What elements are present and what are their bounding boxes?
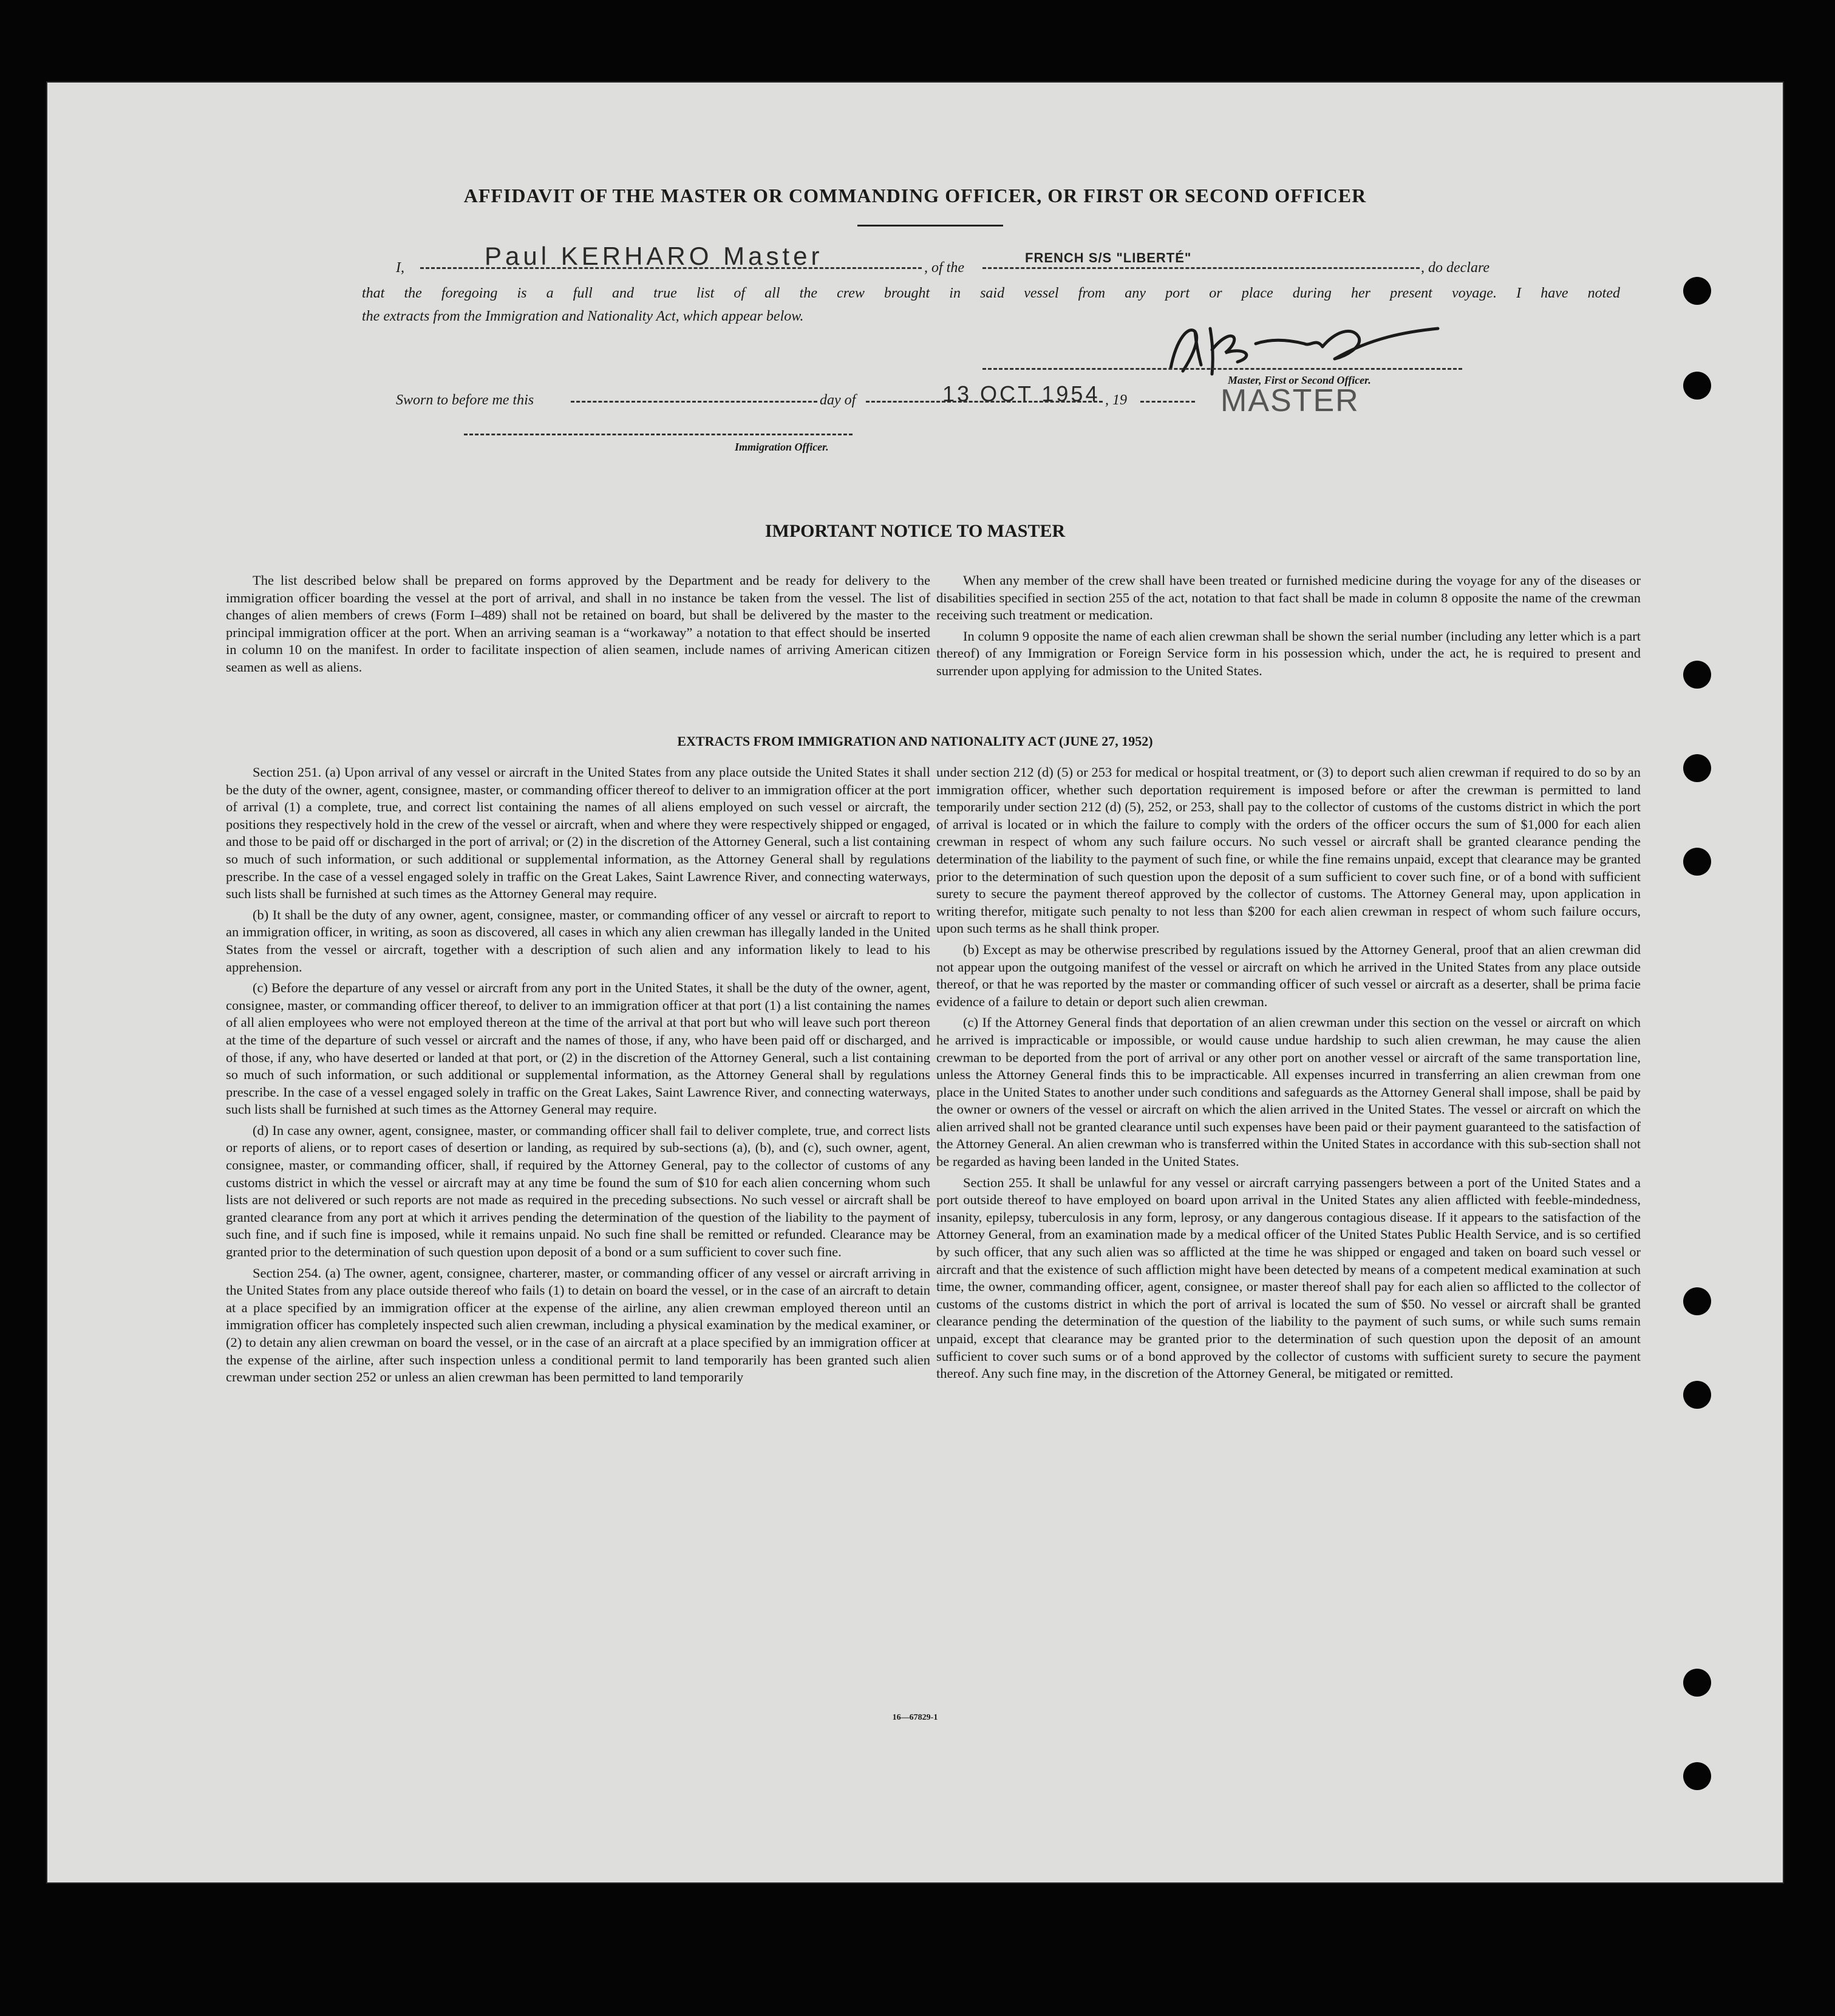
extract-paragraph: (c) Before the departure of any vessel or aircraft from any port in the United States, it shall be the duty of the owner, agent, consignee, master, or commanding officer thereof, to deliver to an immigration officer at that port (1) a list containing the names of all alien employees who were not employed thereon at the time of the arrival at that port but who will leave such port thereon at the time of the departure of such vessel or aircraft and the names of those, if any, who have been paid off or discharged, and of those, if any, who have deserted or landed at that port, or (2) in the discretion of the Attorney General, such a list containing so much of such information, or such additional or supplemental information, as the Attorney General shall by regulations prescribe. In the case of a vessel engaged solely in traffic on the Great Lakes, Saint Lawrence River, and connecting waterways, such lists shall be furnished at such times as the Attorney General may require. (226, 980, 930, 1117)
extracts-left-column (226, 764, 930, 1390)
day-of-label: day of (820, 392, 856, 408)
extract-paragraph: under section 212 (d) (5) or 253 for medical or hospital treatment, or (3) to deport such alien crewman if required to do so by an immigration officer, whether such deportation requirement is imposed before or after the crewman is permitted to land temporarily under section 212 (d) (5), 252, or 253, shall pay to the collector of customs of the customs district in which the port of arrival is located or in which the failure to comply with the orders of the officer occurs the sum of $1,000 for each alien crewman in respect of whom any such failure occurs. No such vessel or aircraft shall be granted clearance pending the determination of the liability to the payment of such fine, or while the fine remains unpaid, except that clearance may be granted prior to the determination of such question upon the deposit of a sum sufficient to cover such fine, or of a bond with sufficient surety to secure the payment thereof approved by the collector of customs. The Attorney General may, upon application in writing therefor, mitigate such penalty to not less than $200 for each alien crewman in respect of whom such failure occurs, upon such terms as he shall think proper. (936, 765, 1641, 936)
extract-paragraph: Section 255. It shall be unlawful for any vessel or aircraft carrying passengers between a port of the United States and a port outside thereof to have employed on board upon arrival in the United States any alien afflicted with feeble-mindedness, insanity, epilepsy, tuberculosis in any form, leprosy, or any dangerous contagious disease. If it appears to the satisfaction of the Attorney General, from an examination made by a medical officer of the United States Public Health Service, and is so certified by such officer, that any such alien was so afflicted at the time he was shipped or engaged and taken on board such vessel or aircraft and that the existence of such affliction might have been detected by means of a competent medical examination at such time, the owner, commanding officer, agent, consignee, or master thereof shall pay for each alien so afflicted to the collector of customs of the customs district in which the port of arrival is located the sum of $50. No vessel or aircraft shall be granted clearance pending the determination of the question of the liability to the payment of such sums, or while such sums remain unpaid, except that clearance may be granted prior to the determination of such question upon the deposit of an amount sufficient to cover such sums or of a bond approved by the collector of customs with sufficient surety to secure the payment thereof. Any such fine may, in the discretion of the Attorney General, be mitigated or remitted. (936, 1174, 1641, 1381)
of-the-label: , of the (924, 260, 964, 276)
vessel-name: FRENCH S/S "LIBERTÉ" (1025, 250, 1192, 265)
immigration-officer-line (464, 434, 853, 435)
sworn-label: Sworn to before me this (396, 392, 534, 408)
punch-hole (1683, 1287, 1711, 1315)
form-number: 16—67829-1 (892, 1713, 938, 1722)
extracts-right-column (936, 764, 1641, 1386)
punch-hole (1683, 1669, 1711, 1697)
immigration-caption: Immigration Officer. (735, 441, 829, 453)
extract-paragraph: Section 254. (a) The owner, agent, consignee, charterer, master, or commanding officer of any vessel or aircraft arriving in the United States from any place outside thereof who fails (1) to detain on board the vessel, or in the case of an aircraft to detain at a place specified by an immigration officer at the expense of the airline, any alien crewman employed thereon until an immigration officer has completely inspected such alien crewman, including a physical examination by the medical examiner, or (2) to detain any alien crewman on board the vessel, or in the case of an aircraft at a place specified by an immigration officer at the expense of the airline, after such inspection unless a conditional permit to land temporarily has been granted such alien crewman under section 252 or unless an alien crewman has been permitted to land temporarily (226, 1265, 930, 1385)
year-line (1140, 401, 1195, 403)
punch-hole (1683, 661, 1711, 689)
punch-hole (1683, 1381, 1711, 1409)
extract-paragraph: (c) If the Attorney General finds that deportation of an alien crewman under this section on the vessel or aircraft on which he arrived is impracticable or impossible, or would cause undue hardship to such alien crewman, he may cause the alien crewman to be deported from the port of arrival or any other port on another vessel or aircraft of the same transportation line, unless the Attorney General finds this to be impracticable. All expenses incurred in transferring an alien crewman from one place in the United States to another under such conditions and safeguards as the Attorney General shall impose, shall be paid by the owner or owners of the vessel or aircraft on which the alien arrived in the United States. The vessel or aircraft on which the alien arrived shall not be granted clearance until such expenses have been paid or their payment guaranteed to the satisfaction of the Attorney General. An alien crewman who is transferred within the United States in accordance with this sub-section shall not be regarded as having been landed in the United States. (936, 1015, 1641, 1170)
notice-heading: IMPORTANT NOTICE TO MASTER (764, 521, 1066, 541)
affidavit-title: AFFIDAVIT OF THE MASTER OR COMMANDING OFFICER, OR FIRST OR SECOND OFFICER (463, 185, 1367, 206)
affidavit-line-3: the extracts from the Immigration and Nationality Act, which appear below. (362, 308, 804, 324)
notice-left-column (226, 572, 930, 680)
punch-hole (1683, 754, 1711, 782)
officer-caption: Master, First or Second Officer. (1228, 374, 1371, 386)
notice-right-paragraph-1: When any member of the crew shall have been treated or furnished medicine during the voyage for any of the diseases or disabilities specified in section 255 of the act, notation to that fact shall be made in column 8 opposite the name of the crewman receiving such treatment or medication. (936, 573, 1641, 623)
punch-hole (1683, 1762, 1711, 1790)
master-name: Paul KERHARO Master (485, 242, 823, 270)
vessel-line (982, 267, 1420, 269)
title-divider (857, 225, 1003, 226)
master-stamp: MASTER (1220, 383, 1360, 418)
extracts-heading: EXTRACTS FROM IMMIGRATION AND NATIONALITY ACT (JUNE 27, 1952) (677, 734, 1153, 749)
punch-hole (1683, 277, 1711, 305)
extract-paragraph: (b) It shall be the duty of any owner, agent, consignee, master, or commanding officer of any vessel or aircraft to report to an immigration officer, in writing, as soon as discovered, all cases in which any alien crewman has illegally landed in the United States from the vessel or aircraft, together with a description of such alien and any information likely to lead to his apprehension. (226, 907, 930, 975)
extract-paragraph: Section 251. (a) Upon arrival of any vessel or aircraft in the United States from any place outside the United States it shall be the duty of the owner, agent, consignee, master, or commanding officer thereof to deliver to an immigration officer at the port of arrival (1) a complete, true, and correct list containing the names of all aliens employed on such vessel or aircraft, the positions they respectively hold in the crew of the vessel or aircraft, when and where they were respectively shipped or engaged, and those to be paid off or discharged in the port of arrival; or (2) in the discretion of the Attorney General, such a list containing so much of such information, or such additional or supplemental information, as the Attorney General shall by regulations prescribe. In the case of a vessel engaged solely in traffic on the Great Lakes, Saint Lawrence River, and connecting waterways, such lists shall be furnished at such times as the Attorney General may require. (226, 765, 930, 902)
officer-signature-line (982, 368, 1462, 370)
extract-paragraph: (d) In case any owner, agent, consignee, master, or commanding officer shall fail to deliver complete, true, and correct lists or reports of aliens, or to report cases of desertion or landing, as required by sub-sections (a), (b), and (c), such owner, agent, consignee, master, or commanding officer, shall, if required by the Attorney General, pay to the collector of customs of any customs district in which the vessel or aircraft may at any time be found the sum of $10 for each alien concerning whom such lists are not delivered or such reports are not made as required in the preceding subsections. No such vessel or aircraft shall be granted clearance from any port at which it arrives pending the determination of the question of the liability to the payment of such fine, and if such fine is imposed, while it remains unpaid. No such fine shall be remitted or refunded. Clearance may be granted prior to the determination of such question upon deposit of a bond or a sum sufficient to cover such fine. (226, 1122, 930, 1260)
notice-right-paragraph-2: In column 9 opposite the name of each alien crewman shall be shown the serial number (including any letter which is a part thereof) of any Immigration or Foreign Service form in his possession which, under the act, he is required to present and surrender upon applying for admission to the United States. (936, 628, 1641, 678)
extract-paragraph: (b) Except as may be otherwise prescribed by regulations issued by the Attorney General, proof that an alien crewman did not appear upon the outgoing manifest of the vessel or aircraft on which he arrived in the United States from any place outside thereof, or that he was reported by the master or commanding officer of such vessel or aircraft as a deserter, shall be prima facie evidence of a failure to detain or deport such alien crewman. (936, 941, 1641, 1009)
notice-left-paragraph: The list described below shall be prepared on forms approved by the Department and be ready for delivery to the immigration officer boarding the vessel at the port of arrival, and shall in no instance be taken from the vessel. The list of changes of alien members of crews (Form I–489) shall not be retained on board, but shall be delivered by the master to the principal immigration officer at the port. When an arriving seaman is a “workaway” a notation to that effect should be inserted in column 10 on the manifest. In order to facilitate inspection of alien seamen, include names of arriving American citizen seamen as well as aliens. (226, 573, 930, 675)
document-page (47, 83, 1783, 1882)
notice-right-column (936, 572, 1641, 684)
punch-hole (1683, 848, 1711, 876)
i-label: I, (396, 260, 404, 276)
sworn-day-line (571, 401, 817, 403)
year-label: , 19 (1105, 392, 1127, 408)
sworn-date: 13 OCT 1954 (942, 381, 1100, 406)
affidavit-line-2: that the foregoing is a full and true list of all the crew brought in said vessel from any port or place during her present voyage. I have noted (362, 285, 1620, 301)
punch-hole (1683, 372, 1711, 400)
do-declare-label: , do declare (1421, 260, 1490, 276)
